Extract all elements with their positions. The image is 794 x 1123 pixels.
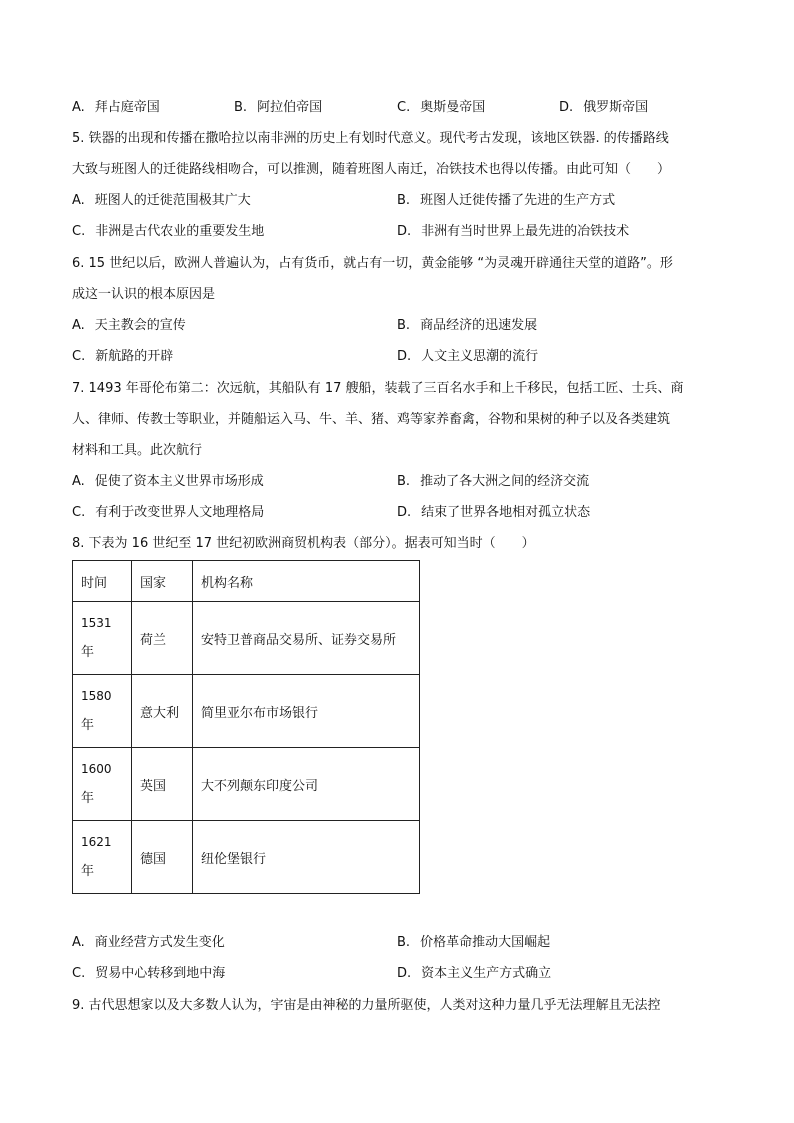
q7-option-c[interactable] [72, 503, 264, 523]
table-cell-time [73, 675, 132, 748]
option-letter: B. [397, 935, 411, 950]
table-cell-country: 意大利 [132, 675, 193, 748]
q8-options-row-2 [72, 964, 732, 984]
q7-options-row-1 [72, 472, 732, 492]
q6-option-d[interactable] [397, 347, 538, 367]
option-text: 新航路的开辟 [95, 349, 174, 364]
option-text: 资本主义生产方式确立 [421, 966, 552, 981]
q6-option-a[interactable] [72, 316, 186, 336]
q5-option-a[interactable] [72, 191, 251, 211]
q6-option-b[interactable] [397, 316, 537, 336]
table-cell-time [73, 602, 132, 675]
option-letter: D. [397, 966, 412, 981]
table-cell-time [73, 821, 132, 894]
year-number: 1600 [81, 762, 112, 776]
table-cell-country: 德国 [132, 821, 193, 894]
table-cell-institution: 简里亚尔布市场银行 [193, 675, 420, 748]
option-letter: B. [397, 474, 411, 489]
table-cell-country: 荷兰 [132, 602, 193, 675]
year-unit: 年 [81, 864, 95, 879]
table-header-time: 时间 [73, 561, 132, 602]
option-text: 价格革命推动大国崛起 [420, 935, 551, 950]
q8-table [72, 560, 420, 894]
table-header-row [73, 561, 420, 602]
option-text: 推动了各大洲之间的经济交流 [420, 474, 590, 489]
year-number: 1621 [81, 835, 112, 849]
option-letter: B. [397, 318, 411, 333]
q8-option-b[interactable] [397, 933, 550, 953]
q8-options-row-1 [72, 933, 732, 953]
option-text: 天主教会的宣传 [94, 318, 186, 333]
q6-stem-line-1: 6. 15 世纪以后，欧洲人普遍认为，占有货币，就占有一切，黄金能够 “为灵魂开辟通往天堂的道路”。形 [72, 256, 673, 271]
table-header-country: 国家 [132, 561, 193, 602]
q7-options-row-2 [72, 503, 732, 523]
table-cell-institution: 大不列颠东印度公司 [193, 748, 420, 821]
q8-stem: 8. 下表为 16 世纪至 17 世纪初欧洲商贸机构表（部分）。据表可知当时（ ） [72, 536, 535, 551]
option-text: 结束了世界各地相对孤立状态 [421, 505, 591, 520]
q4-option-a[interactable] [72, 98, 160, 118]
year-number: 1580 [81, 689, 112, 703]
option-text: 商业经营方式发生变化 [94, 935, 225, 950]
option-letter: D. [559, 100, 574, 115]
q5-stem-line-1: 5. 铁器的出现和传播在撒哈拉以南非洲的历史上有划时代意义。现代考古发现，该地区铁器. 的传播路线 [72, 131, 669, 146]
table-cell-institution: 安特卫普商品交易所、证券交易所 [193, 602, 420, 675]
option-letter: A. [72, 318, 85, 333]
option-letter: C. [72, 224, 86, 239]
table-cell-institution: 纽伦堡银行 [193, 821, 420, 894]
option-letter: C. [397, 100, 411, 115]
option-text: 有利于改变世界人文地理格局 [95, 505, 265, 520]
q8-option-c[interactable] [72, 964, 225, 984]
option-text: 商品经济的迅速发展 [420, 318, 538, 333]
table-row [73, 602, 420, 675]
year-unit: 年 [81, 791, 95, 806]
q8-option-d[interactable] [397, 964, 551, 984]
q5-option-b[interactable] [397, 191, 615, 211]
option-text: 人文主义思潮的流行 [421, 349, 539, 364]
q6-options-row-1 [72, 316, 732, 336]
option-text: 非洲是古代农业的重要发生地 [95, 224, 265, 239]
q4-option-d[interactable] [559, 98, 648, 118]
q7-stem-line-2: 人、律师、传教士等职业，并随船运入马、牛、羊、猪、鸡等家养畜禽，谷物和果树的种子以及各类建筑 [72, 412, 671, 427]
option-text: 班图人迁徙传播了先进的生产方式 [420, 193, 616, 208]
q6-option-c[interactable] [72, 347, 173, 367]
table-row [73, 675, 420, 748]
option-letter: C. [72, 349, 86, 364]
q8-option-a[interactable] [72, 933, 225, 953]
year-unit: 年 [81, 645, 95, 660]
option-text: 拜占庭帝国 [94, 100, 160, 115]
option-text: 俄罗斯帝国 [583, 100, 649, 115]
option-letter: C. [72, 505, 86, 520]
option-letter: D. [397, 349, 412, 364]
table-cell-time [73, 748, 132, 821]
q9-stem-line-1: 9. 古代思想家以及大多数人认为，宇宙是由神秘的力量所驱使，人类对这种力量几乎无法理解且无法控 [72, 998, 661, 1013]
q7-stem-line-1: 7. 1493 年哥伦布第二：次远航，其船队有 17 艘船，装载了三百名水手和上千移民，包括工匠、士兵、商 [72, 381, 684, 396]
option-text: 非洲有当时世界上最先进的冶铁技术 [421, 224, 630, 239]
q5-options-row-1 [72, 191, 732, 211]
q7-option-b[interactable] [397, 472, 589, 492]
option-text: 班图人的迁徙范围极其广大 [94, 193, 251, 208]
option-letter: A. [72, 100, 85, 115]
q7-option-a[interactable] [72, 472, 264, 492]
option-letter: D. [397, 505, 412, 520]
q7-stem-line-3: 材料和工具。此次航行 [72, 443, 203, 458]
year-unit: 年 [81, 718, 95, 733]
q5-option-d[interactable] [397, 222, 629, 242]
q6-stem-line-2: 成这一认识的根本原因是 [72, 287, 216, 302]
q5-options-row-2 [72, 222, 732, 242]
year-number: 1531 [81, 616, 112, 630]
q7-option-d[interactable] [397, 503, 590, 523]
option-text: 贸易中心转移到地中海 [95, 966, 226, 981]
q4-option-c[interactable] [397, 98, 485, 118]
q4-option-b[interactable] [234, 98, 322, 118]
option-letter: B. [397, 193, 411, 208]
table-header-institution: 机构名称 [193, 561, 420, 602]
table-cell-country: 英国 [132, 748, 193, 821]
q4-options [72, 98, 732, 118]
q5-stem-line-2: 大致与班图人的迁徙路线相吻合，可以推测，随着班图人南迁，冶铁技术也得以传播。由此可知（ ） [72, 162, 671, 177]
table-row [73, 821, 420, 894]
option-letter: B. [234, 100, 248, 115]
option-text: 阿拉伯帝国 [257, 100, 323, 115]
option-letter: A. [72, 193, 85, 208]
option-letter: A. [72, 935, 85, 950]
q5-option-c[interactable] [72, 222, 264, 242]
option-letter: A. [72, 474, 85, 489]
option-text: 奥斯曼帝国 [420, 100, 486, 115]
table-row [73, 748, 420, 821]
option-letter: D. [397, 224, 412, 239]
option-text: 促使了资本主义世界市场形成 [94, 474, 264, 489]
option-letter: C. [72, 966, 86, 981]
q6-options-row-2 [72, 347, 732, 367]
